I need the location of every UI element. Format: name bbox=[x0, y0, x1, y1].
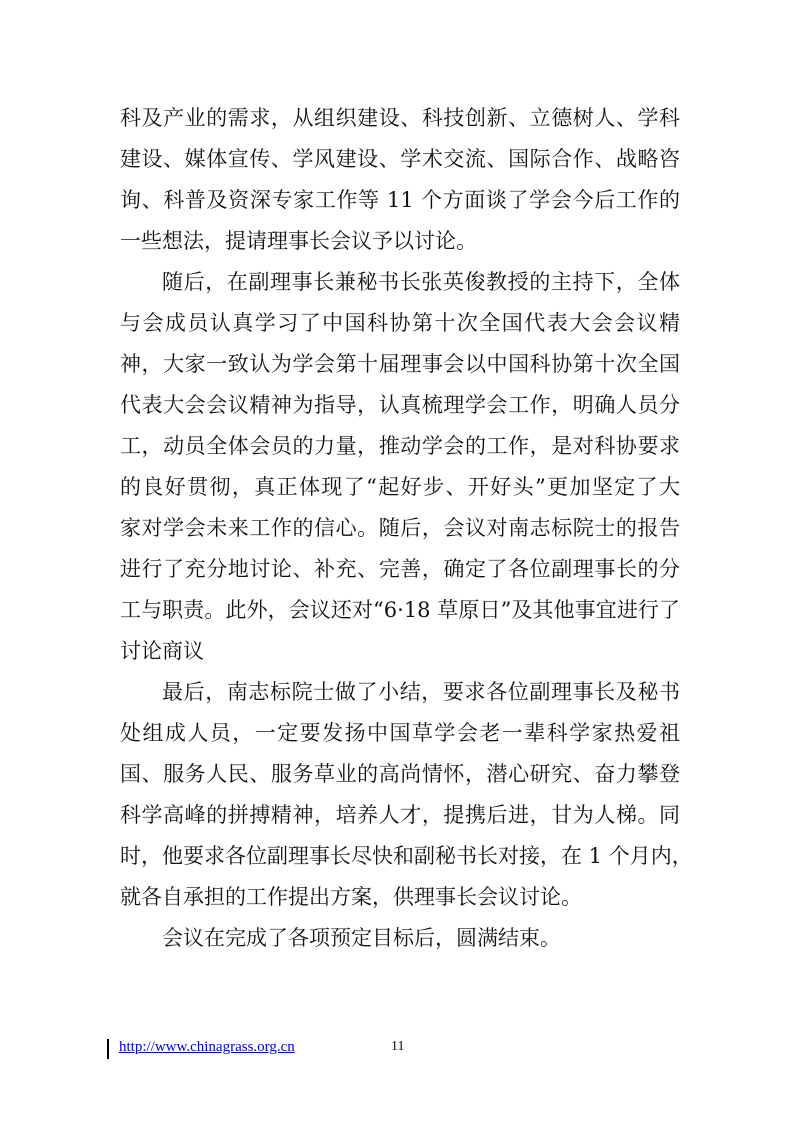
text-line: 最后，南志标院士做了小结，要求各位副理事长及秘书 bbox=[162, 680, 680, 704]
text-line: 随后，在副理事长兼秘书长张英俊教授的主持下，全体 bbox=[162, 270, 680, 294]
text-line: 时，他要求各位副理事长尽快和副秘书长对接，在 1 个月内， bbox=[120, 844, 693, 868]
footer-divider bbox=[107, 1039, 109, 1059]
document-body bbox=[120, 98, 693, 959]
text-line: 科学高峰的拼搏精神，培养人才，提携后进，甘为人梯。同 bbox=[120, 803, 680, 827]
text-line: 工与职责。此外，会议还对“6·18 草原日”及其他事宜进行了 bbox=[120, 598, 680, 622]
page-number: 11 bbox=[391, 1039, 405, 1054]
website-link[interactable]: http://www.chinagrass.org.cn bbox=[119, 1039, 295, 1055]
paragraph bbox=[120, 98, 680, 262]
page-footer bbox=[107, 1037, 507, 1059]
text-line: 询、科普及资深专家工作等 11 个方面谈了学会今后工作的 bbox=[120, 188, 680, 212]
text-line: 家对学会未来工作的信心。随后，会议对南志标院士的报告 bbox=[120, 516, 680, 540]
text-line: 一些想法，提请理事长会议予以讨论。 bbox=[120, 229, 477, 253]
text-line: 与会成员认真学习了中国科协第十次全国代表大会会议精 bbox=[120, 311, 680, 335]
text-line: 处组成人员，一定要发扬中国草学会老一辈科学家热爱祖 bbox=[120, 721, 680, 745]
text-line: 会议在完成了各项预定目标后，圆满结束。 bbox=[162, 926, 561, 950]
paragraph bbox=[120, 262, 680, 672]
paragraph bbox=[120, 672, 693, 918]
text-line: 科及产业的需求，从组织建设、科技创新、立德树人、学科 bbox=[120, 106, 680, 130]
text-line: 建设、媒体宣传、学风建设、学术交流、国际合作、战略咨 bbox=[120, 147, 680, 171]
paragraph bbox=[120, 918, 680, 959]
text-line: 国、服务人民、服务草业的高尚情怀，潜心研究、奋力攀登 bbox=[120, 762, 680, 786]
text-line: 讨论商议 bbox=[120, 639, 204, 663]
text-line: 工，动员全体会员的力量，推动学会的工作，是对科协要求 bbox=[120, 434, 680, 458]
text-line: 进行了充分地讨论、补充、完善，确定了各位副理事长的分 bbox=[120, 557, 680, 581]
text-line: 的良好贯彻，真正体现了“起好步、开好头”更加坚定了大 bbox=[120, 475, 680, 499]
text-line: 就各自承担的工作提出方案，供理事长会议讨论。 bbox=[120, 885, 582, 909]
text-line: 代表大会会议精神为指导，认真梳理学会工作，明确人员分 bbox=[120, 393, 680, 417]
text-line: 神，大家一致认为学会第十届理事会以中国科协第十次全国 bbox=[120, 352, 680, 376]
